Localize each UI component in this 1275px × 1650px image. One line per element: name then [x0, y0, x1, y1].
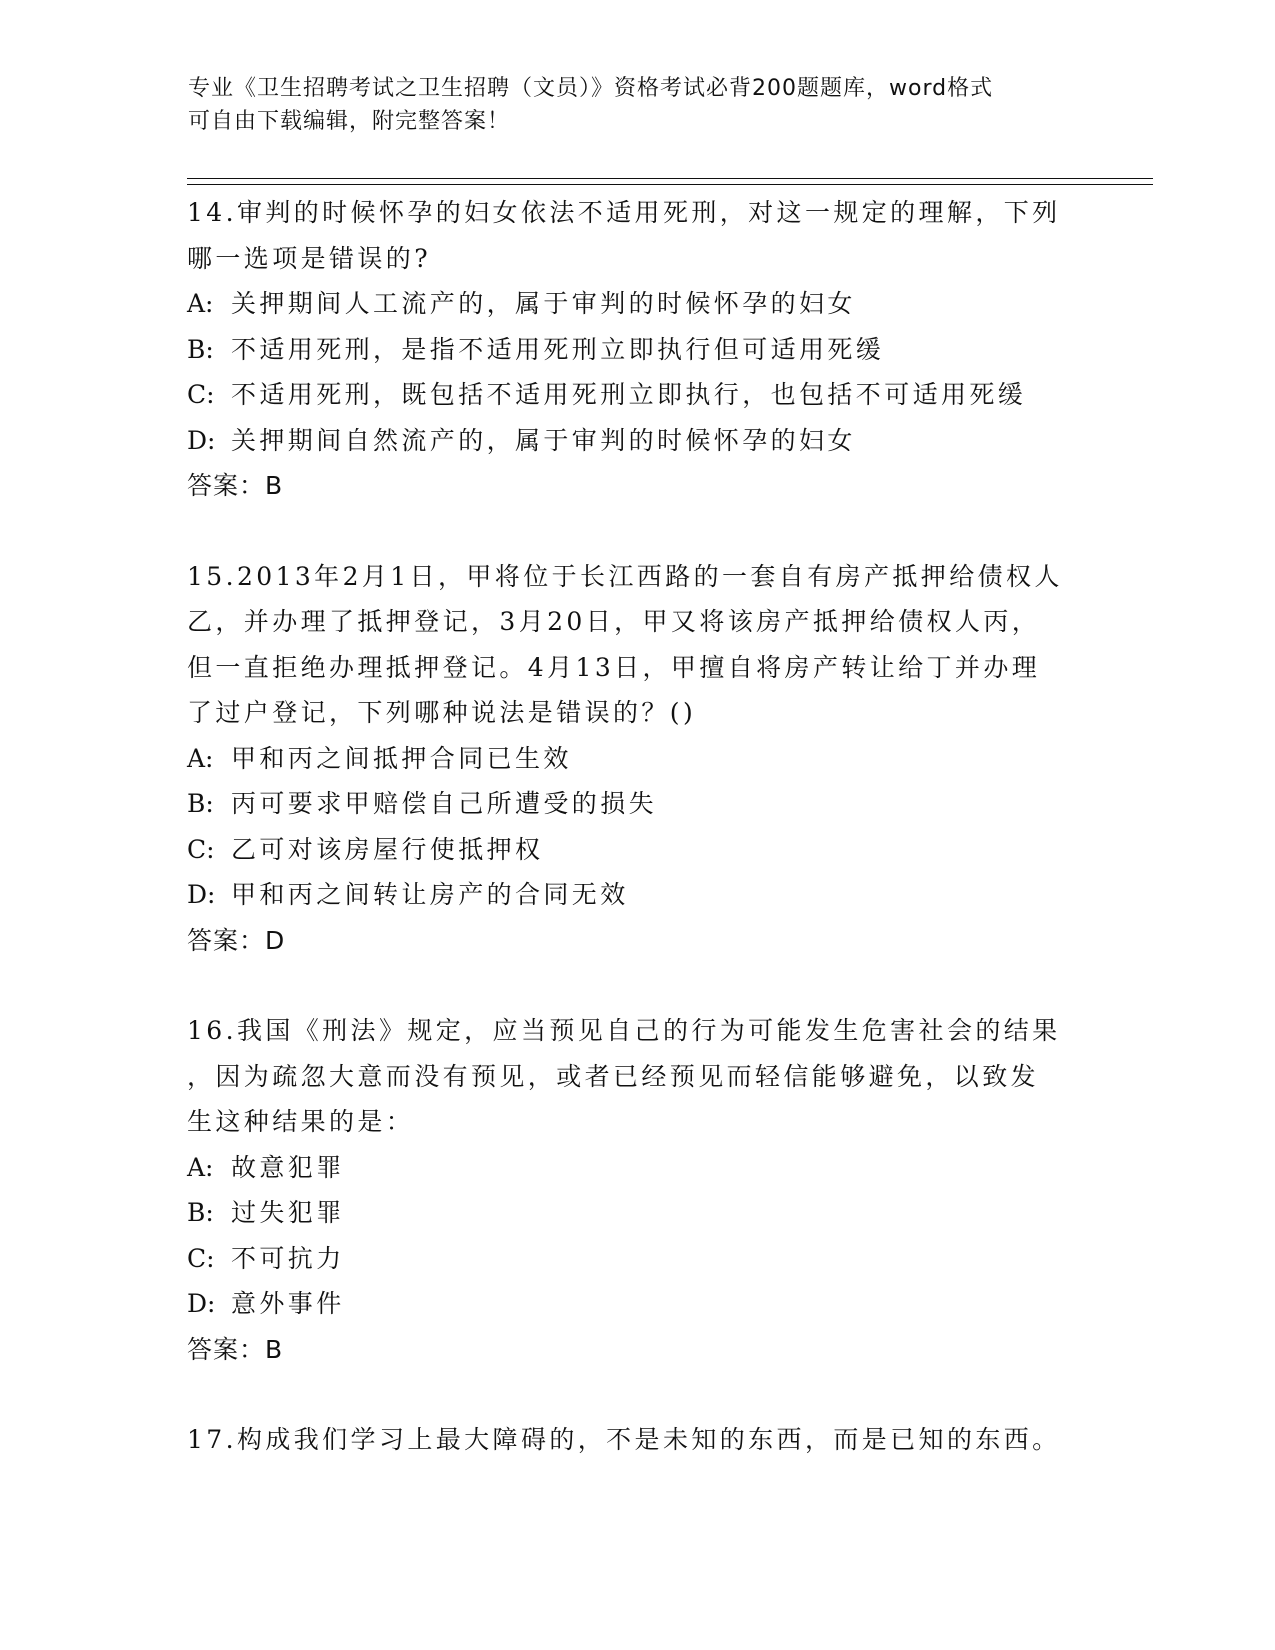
- question-block: [187, 1008, 1087, 1372]
- option-text: 故意犯罪: [231, 1152, 345, 1182]
- option-text: 不适用死刑，既包括不适用死刑立即执行，也包括不可适用死缓: [231, 380, 1027, 409]
- option-text: 甲和丙之间抵押合同已生效: [231, 743, 572, 773]
- question-text-line: ，因为疏忽大意而没有预见，或者已经预见而轻信能够避免，以致发: [187, 1061, 1040, 1091]
- question-text-line: 14.审判的时候怀孕的妇女依法不适用死刑，对这一规定的理解，下列: [187, 198, 1061, 227]
- question-text-line: 乙，并办理了抵押登记，3月20日，甲又将该房产抵押给债权人丙，: [187, 607, 1041, 636]
- option-letter: C:: [187, 1243, 215, 1273]
- option-text: 不可抗力: [231, 1243, 345, 1273]
- option-letter: B:: [187, 1198, 214, 1227]
- answer-option: [187, 781, 1087, 827]
- header-line-2: 可自由下载编辑，附完整答案！: [188, 109, 511, 134]
- header-line-1: 专业《卫生招聘考试之卫生招聘（文员）》资格考试必背200题题库，word格式: [188, 76, 994, 101]
- question-block: [187, 190, 1087, 509]
- option-text: 乙可对该房屋行使抵押权: [231, 834, 544, 864]
- question-text-line: 哪一选项是错误的?: [187, 243, 432, 273]
- question-list: [187, 190, 1087, 1508]
- answer-option: [187, 1236, 1087, 1282]
- document-header: [188, 72, 1078, 138]
- answer-option: [187, 1145, 1087, 1191]
- option-text: 关押期间自然流产的，属于审判的时候怀孕的妇女: [231, 425, 856, 455]
- question-text-line: 15.2013年2月1日，甲将位于长江西路的一套自有房产抵押给债权人: [187, 561, 1063, 591]
- option-letter: A:: [187, 289, 214, 318]
- option-text: 意外事件: [231, 1289, 345, 1318]
- answer-option: [187, 872, 1087, 918]
- answer-key: 答案：B: [187, 1334, 284, 1364]
- option-letter: B:: [187, 789, 214, 818]
- option-text: 关押期间人工流产的，属于审判的时候怀孕的妇女: [231, 289, 856, 318]
- answer-option: [187, 418, 1087, 464]
- option-text: 丙可要求甲赔偿自己所遭受的损失: [231, 789, 658, 818]
- question-text-line: 了过户登记，下列哪种说法是错误的？(): [187, 698, 697, 727]
- option-letter: A:: [187, 743, 214, 773]
- answer-option: [187, 1190, 1087, 1236]
- option-letter: B:: [187, 334, 214, 364]
- question-block: [187, 1417, 1087, 1463]
- header-rule-top: [187, 178, 1153, 179]
- answer-option: [187, 281, 1087, 327]
- question-text-line: 生这种结果的是：: [187, 1107, 415, 1136]
- answer-option: [187, 1281, 1087, 1327]
- answer-option: [187, 327, 1087, 373]
- option-letter: D:: [187, 1289, 216, 1318]
- option-letter: D:: [187, 880, 216, 909]
- answer-option: [187, 827, 1087, 873]
- answer-option: [187, 372, 1087, 418]
- question-text-line: 16.我国《刑法》规定，应当预见自己的行为可能发生危害社会的结果: [187, 1016, 1061, 1045]
- answer-option: [187, 736, 1087, 782]
- header-rule-bottom: [187, 184, 1153, 185]
- question-text-line: 但一直拒绝办理抵押登记。4月13日，甲擅自将房产转让给丁并办理: [187, 652, 1041, 682]
- option-letter: C:: [187, 380, 215, 409]
- answer-key: 答案：B: [187, 471, 284, 500]
- option-text: 甲和丙之间转让房产的合同无效: [231, 880, 629, 909]
- option-text: 过失犯罪: [231, 1198, 345, 1227]
- question-block: [187, 554, 1087, 964]
- answer-key: 答案：D: [187, 925, 286, 955]
- option-letter: A:: [187, 1152, 214, 1182]
- option-letter: C:: [187, 834, 215, 864]
- option-letter: D:: [187, 425, 216, 455]
- option-text: 不适用死刑，是指不适用死刑立即执行但可适用死缓: [231, 334, 885, 364]
- question-text-line: 17.构成我们学习上最大障碍的，不是未知的东西，而是已知的东西。: [187, 1425, 1061, 1454]
